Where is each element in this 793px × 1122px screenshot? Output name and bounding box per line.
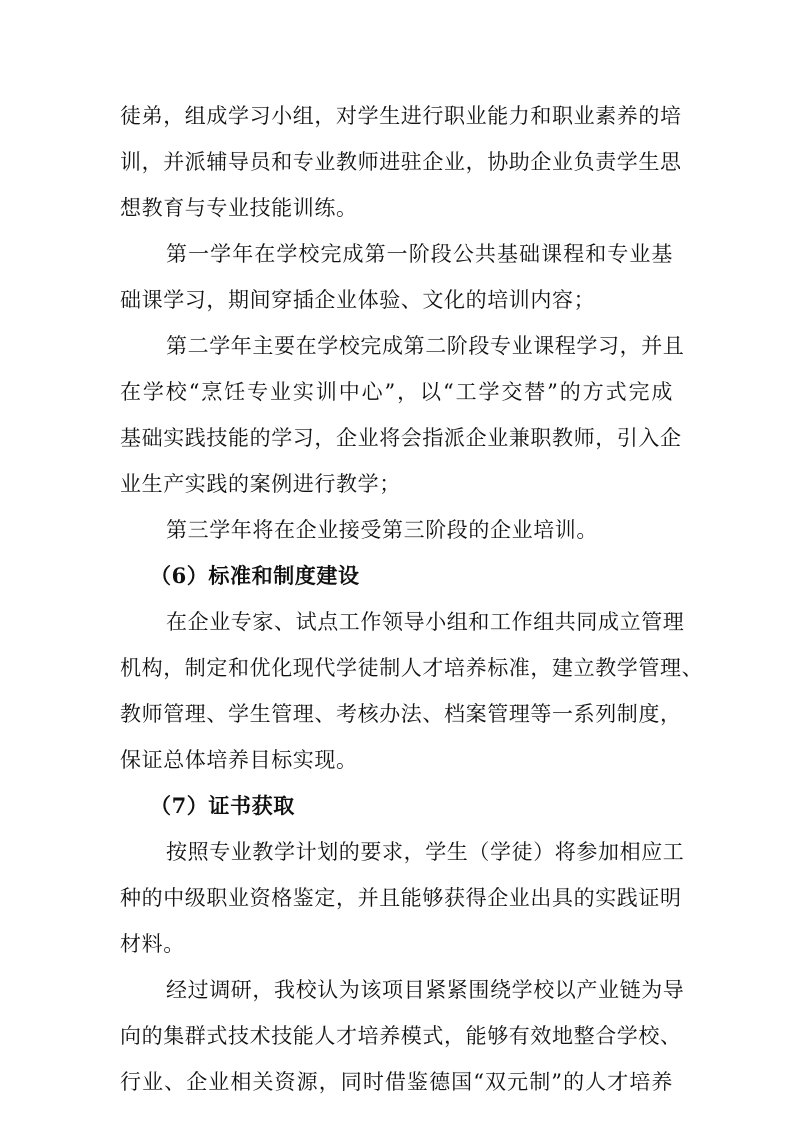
text-line: 徒弟，组成学习小组，对学生进行职业能力和职业素养的培 — [120, 104, 682, 128]
text-line: 业生产实践的案例进行教学； — [120, 472, 401, 496]
text-line: 机构，制定和优化现代学徒制人才培养标准，建立教学管理、 — [120, 656, 704, 680]
text-line: 础课学习，期间穿插企业体验、文化的培训内容； — [120, 288, 596, 312]
text-line: 行业、企业相关资源，同时借鉴德国“双元制”的人才培养 — [120, 1070, 673, 1094]
text-line: 按照专业教学计划的要求，学生（学徒）将参加相应工 — [166, 840, 685, 864]
text-line: 材料。 — [120, 932, 185, 956]
text-line: 第二学年主要在学校完成第二阶段专业课程学习，并且 — [166, 334, 685, 358]
text-line: 保证总体培养目标实现。 — [120, 748, 358, 772]
text-line: 在企业专家、试点工作领导小组和工作组共同成立管理 — [166, 610, 685, 634]
text-line: 基础实践技能的学习，企业将会指派企业兼职教师，引入企 — [120, 426, 682, 450]
section-heading: （6）标准和制度建设 — [150, 563, 360, 588]
section-heading: （7）证书获取 — [150, 793, 295, 818]
text-line: 在学校“烹饪专业实训中心”，以“工学交替”的方式完成 — [120, 380, 673, 404]
text-line: 教师管理、学生管理、考核办法、档案管理等一系列制度， — [120, 702, 682, 726]
text-line: 种的中级职业资格鉴定，并且能够获得企业出具的实践证明 — [120, 886, 682, 910]
text-line: 训，并派辅导员和专业教师进驻企业，协助企业负责学生思 — [120, 150, 682, 174]
text-line: 想教育与专业技能训练。 — [120, 196, 358, 220]
text-line: 向的集群式技术技能人才培养模式，能够有效地整合学校、 — [120, 1024, 682, 1048]
text-line: 第一学年在学校完成第一阶段公共基础课程和专业基 — [166, 242, 673, 266]
text-line: 经过调研，我校认为该项目紧紧围绕学校以产业链为导 — [166, 978, 685, 1002]
text-line: 第三学年将在企业接受第三阶段的企业培训。 — [166, 518, 598, 542]
